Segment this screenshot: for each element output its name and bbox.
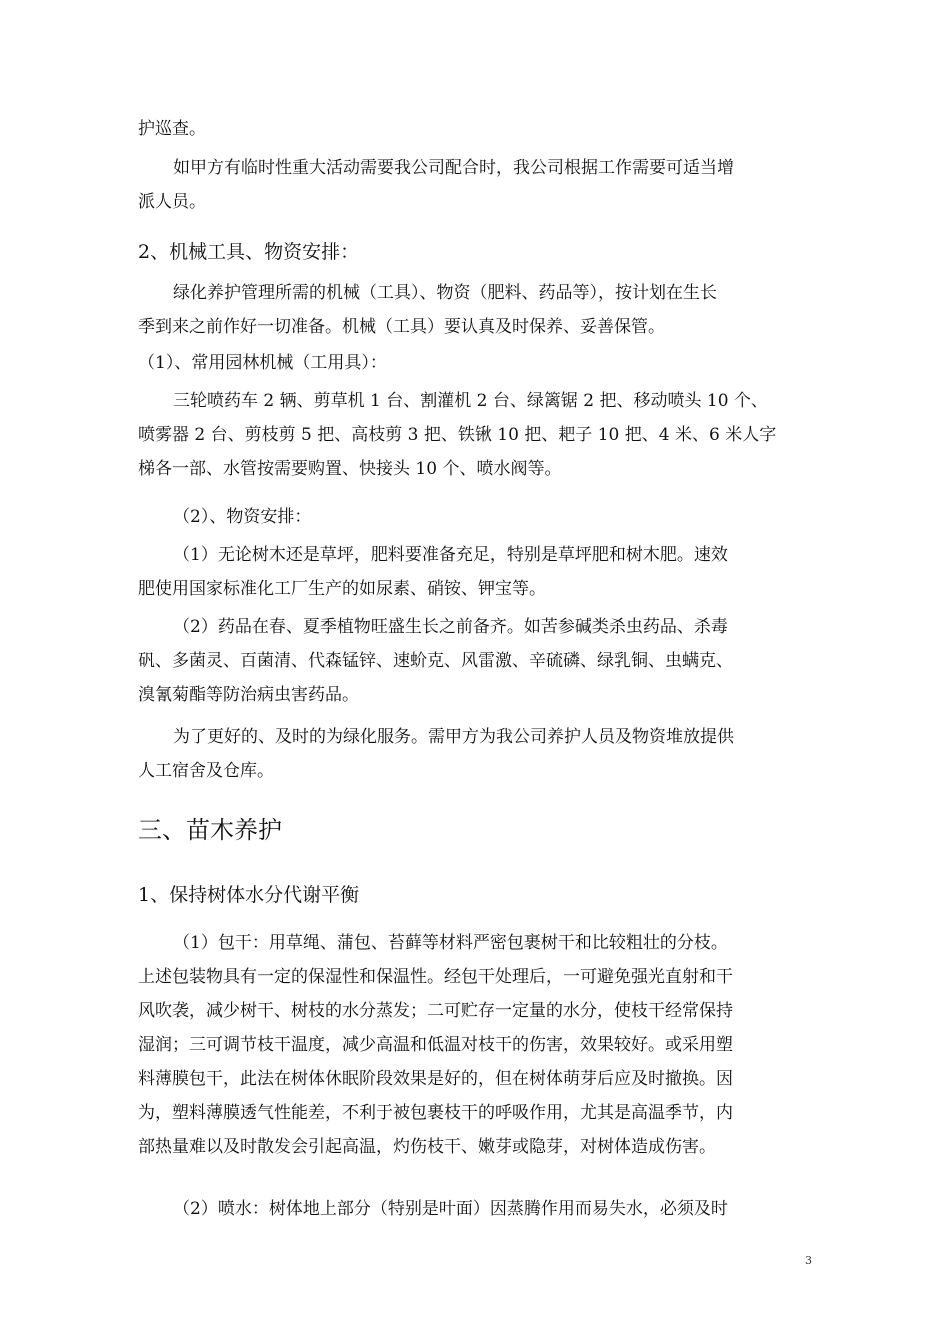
subheading-materials [138, 500, 818, 534]
paragraph-pesticides [138, 610, 818, 712]
text-line: 绿化养护管理所需的机械（工具）、物资（肥料、药品等），按计划在生长 [173, 283, 717, 303]
text-line: （1）包干：用草绳、蒲包、苔藓等材料严密包裹树干和比较粗壮的分枝。 [173, 933, 728, 953]
page-number: 3 [805, 1254, 812, 1267]
text-line: 人工宿舍及仓库。 [138, 761, 274, 781]
paragraph-machinery-prep [138, 276, 818, 344]
paragraph-temporary-staff [138, 151, 818, 219]
paragraph-spraying [138, 1192, 818, 1226]
text-line: 料薄膜包干，此法在树体休眠阶段效果是好的，但在树体萌芽后应及时撤换。因 [138, 1069, 733, 1089]
text-line: 季到来之前作好一切准备。机械（工具）要认真及时保养、妥善保管。 [138, 317, 665, 337]
text-line: 如甲方有临时性重大活动需要我公司配合时，我公司根据工作需要可适当增 [173, 158, 734, 178]
text-line: 三轮喷药车 2 辆、剪草机 1 台、割灌机 2 台、绿篱锯 2 把、移动喷头 10 个、 [173, 391, 768, 411]
paragraph-dormitory [138, 720, 818, 788]
paragraph-patrol [138, 112, 818, 146]
subheading-tools [138, 346, 818, 380]
text-line: 肥使用国家标准化工厂生产的如尿素、硝铵、钾宝等。 [138, 579, 546, 599]
paragraph-wrapping [138, 926, 818, 1164]
text-line: 护巡查。 [138, 119, 206, 139]
text-line: 上述包装物具有一定的保湿性和保温性。经包干处理后，一可避免强光直射和干 [138, 967, 733, 987]
text-line: （2）喷水：树体地上部分（特别是叶面）因蒸腾作用而易失水，必须及时 [173, 1199, 728, 1219]
text-line: （2）药品在春、夏季植物旺盛生长之前备齐。如苦参碱类杀虫药品、杀毒 [173, 617, 728, 637]
text-line: 风吹袭，减少树干、树枝的水分蒸发；二可贮存一定量的水分，使枝干经常保持 [138, 1001, 733, 1021]
heading-machinery: 2、机械工具、物资安排： [138, 241, 360, 263]
text-line: 部热量难以及时散发会引起高温，灼伤枝干、嫩芽或隐芽，对树体造成伤害。 [138, 1137, 716, 1157]
heading-seedling-maintenance: 三、苗木养护 [138, 816, 282, 844]
text-line: 派人员。 [138, 192, 206, 212]
paragraph-tool-list [138, 384, 818, 486]
text-line: 喷雾器 2 台、剪枝剪 5 把、高枝剪 3 把、铁锹 10 把、耙子 10 把、4 米、6 米人字 [138, 425, 777, 445]
heading-water-balance: 1、保持树体水分代谢平衡 [138, 884, 360, 906]
text-line: （2）、物资安排： [173, 507, 312, 527]
text-line: （1）、常用园林机械（工用具）： [138, 353, 387, 373]
text-line: 湿润；三可调节枝干温度，减少高温和低温对枝干的伤害，效果较好。或采用塑 [138, 1035, 733, 1055]
text-line: 矾、多菌灵、百菌清、代森锰锌、速蚧克、风雷激、辛硫磷、绿乳铜、虫螨克、 [138, 651, 733, 671]
text-line: （1）无论树木还是草坪，肥料要准备充足，特别是草坪肥和树木肥。速效 [173, 545, 728, 565]
text-line: 为了更好的、及时的为绿化服务。需甲方为我公司养护人员及物资堆放提供 [173, 727, 734, 747]
text-line: 溴氰菊酯等防治病虫害药品。 [138, 685, 359, 705]
text-line: 梯各一部、水管按需要购置、快接头 10 个、喷水阀等。 [138, 459, 562, 479]
paragraph-fertilizer [138, 538, 818, 606]
text-line: 为，塑料薄膜透气性能差，不利于被包裹枝干的呼吸作用，尤其是高温季节，内 [138, 1103, 733, 1123]
